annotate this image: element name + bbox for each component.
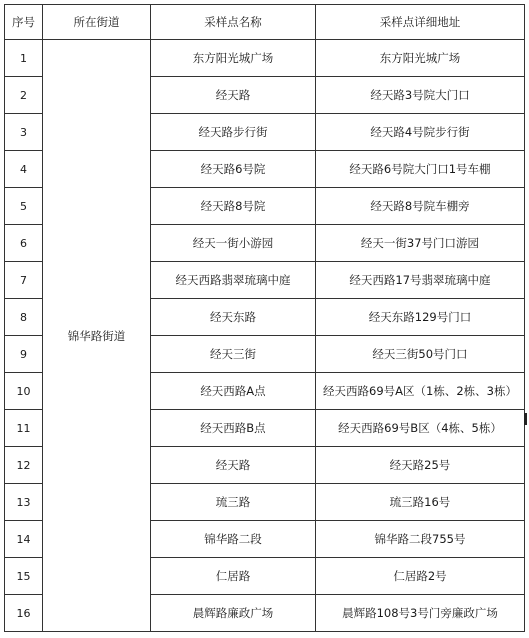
site-name: 晨辉路廉政广场 bbox=[151, 595, 316, 632]
site-name: 东方阳光城广场 bbox=[151, 40, 316, 77]
row-number: 2 bbox=[5, 77, 43, 114]
site-address: 经天路25号 bbox=[316, 447, 525, 484]
site-name: 经天路 bbox=[151, 77, 316, 114]
row-number: 12 bbox=[5, 447, 43, 484]
site-name: 经天三街 bbox=[151, 336, 316, 373]
row-number: 9 bbox=[5, 336, 43, 373]
site-address: 经天路6号院大门口1号车棚 bbox=[316, 151, 525, 188]
site-address: 琉三路16号 bbox=[316, 484, 525, 521]
site-address: 经天西路69号A区（1栋、2栋、3栋） bbox=[316, 373, 525, 410]
row-number: 3 bbox=[5, 114, 43, 151]
row-number: 1 bbox=[5, 40, 43, 77]
row-number: 14 bbox=[5, 521, 43, 558]
header-row bbox=[5, 5, 525, 40]
site-address: 经天三街50号门口 bbox=[316, 336, 525, 373]
site-name: 经天东路 bbox=[151, 299, 316, 336]
site-name: 经天西路B点 bbox=[151, 410, 316, 447]
site-address: 经天西路69号B区（4栋、5栋） bbox=[316, 410, 525, 447]
row-number: 6 bbox=[5, 225, 43, 262]
site-address: 东方阳光城广场 bbox=[316, 40, 525, 77]
site-name: 仁居路 bbox=[151, 558, 316, 595]
site-address: 经天路4号院步行街 bbox=[316, 114, 525, 151]
row-number: 10 bbox=[5, 373, 43, 410]
row-number: 7 bbox=[5, 262, 43, 299]
site-name: 经天路 bbox=[151, 447, 316, 484]
site-address: 晨辉路108号3号门旁廉政广场 bbox=[316, 595, 525, 632]
site-name: 锦华路二段 bbox=[151, 521, 316, 558]
page-edge-mark bbox=[524, 413, 527, 425]
site-name: 经天路8号院 bbox=[151, 188, 316, 225]
row-number: 13 bbox=[5, 484, 43, 521]
site-name: 经天西路A点 bbox=[151, 373, 316, 410]
row-number: 11 bbox=[5, 410, 43, 447]
site-address: 经天东路129号门口 bbox=[316, 299, 525, 336]
header-address: 采样点详细地址 bbox=[316, 5, 525, 40]
site-name: 经天西路翡翠琉璃中庭 bbox=[151, 262, 316, 299]
site-address: 经天西路17号翡翠琉璃中庭 bbox=[316, 262, 525, 299]
site-address: 经天路3号院大门口 bbox=[316, 77, 525, 114]
site-name: 经天路步行街 bbox=[151, 114, 316, 151]
header-no: 序号 bbox=[5, 5, 43, 40]
site-name: 琉三路 bbox=[151, 484, 316, 521]
site-name: 经天路6号院 bbox=[151, 151, 316, 188]
site-address: 经天一街37号门口游园 bbox=[316, 225, 525, 262]
site-address: 锦华路二段755号 bbox=[316, 521, 525, 558]
site-name: 经天一街小游园 bbox=[151, 225, 316, 262]
row-number: 5 bbox=[5, 188, 43, 225]
row-number: 15 bbox=[5, 558, 43, 595]
row-number: 16 bbox=[5, 595, 43, 632]
header-site: 采样点名称 bbox=[151, 5, 316, 40]
site-address: 经天路8号院车棚旁 bbox=[316, 188, 525, 225]
sampling-site-sheet bbox=[4, 4, 524, 632]
row-number: 4 bbox=[5, 151, 43, 188]
header-street: 所在街道 bbox=[43, 5, 151, 40]
sampling-site-table bbox=[4, 4, 525, 632]
row-number: 8 bbox=[5, 299, 43, 336]
table-row bbox=[5, 40, 525, 77]
site-address: 仁居路2号 bbox=[316, 558, 525, 595]
street-cell: 锦华路街道 bbox=[43, 40, 151, 632]
